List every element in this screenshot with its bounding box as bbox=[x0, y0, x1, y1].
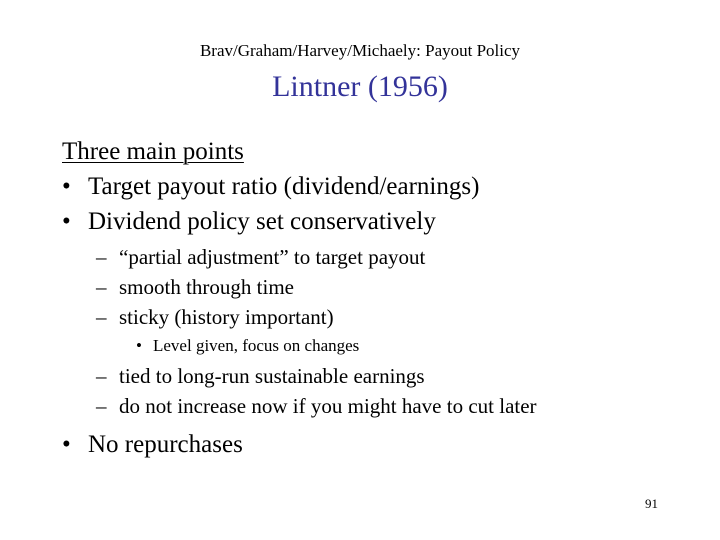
sub-bullet-text: sticky (history important) bbox=[119, 305, 334, 329]
bullet-marker: • bbox=[62, 208, 71, 235]
bullet-marker: • bbox=[62, 173, 71, 200]
sub-bullet-text: tied to long-run sustainable earnings bbox=[119, 364, 425, 388]
bullet-marker: • bbox=[62, 431, 71, 458]
sub-bullet-item bbox=[62, 361, 702, 391]
sub-bullet-item bbox=[62, 242, 702, 272]
bullet-text: Dividend policy set conservatively bbox=[88, 208, 436, 235]
dash-marker: – bbox=[96, 275, 107, 299]
bullet-item bbox=[62, 204, 702, 239]
dash-marker: – bbox=[96, 305, 107, 329]
slide-body bbox=[62, 135, 702, 462]
sub-sub-bullet-item bbox=[62, 335, 702, 357]
dash-marker: – bbox=[96, 364, 107, 388]
bullet-text: Target payout ratio (dividend/earnings) bbox=[88, 173, 480, 200]
dash-marker: – bbox=[96, 245, 107, 269]
intro-heading: Three main points bbox=[62, 138, 244, 165]
sub-bullet-item bbox=[62, 272, 702, 302]
sub-bullet-text: do not increase now if you might have to cut later bbox=[119, 394, 537, 418]
slide-title: Lintner (1956) bbox=[272, 70, 448, 103]
bullet-text: No repurchases bbox=[88, 431, 243, 458]
bullet-item bbox=[62, 169, 702, 204]
page-number: 91 bbox=[645, 496, 658, 511]
sub-bullet-text: smooth through time bbox=[119, 275, 294, 299]
sub-bullet-text: “partial adjustment” to target payout bbox=[119, 245, 426, 269]
bullet-item bbox=[62, 427, 702, 462]
sub-bullet-item bbox=[62, 391, 702, 421]
dash-marker: – bbox=[96, 394, 107, 418]
sub-sub-bullet-text: Level given, focus on changes bbox=[153, 336, 360, 355]
bullet-marker: • bbox=[136, 336, 142, 355]
sub-bullet-item bbox=[62, 302, 702, 332]
slide-header: Brav/Graham/Harvey/Michaely: Payout Policy bbox=[199, 41, 521, 60]
